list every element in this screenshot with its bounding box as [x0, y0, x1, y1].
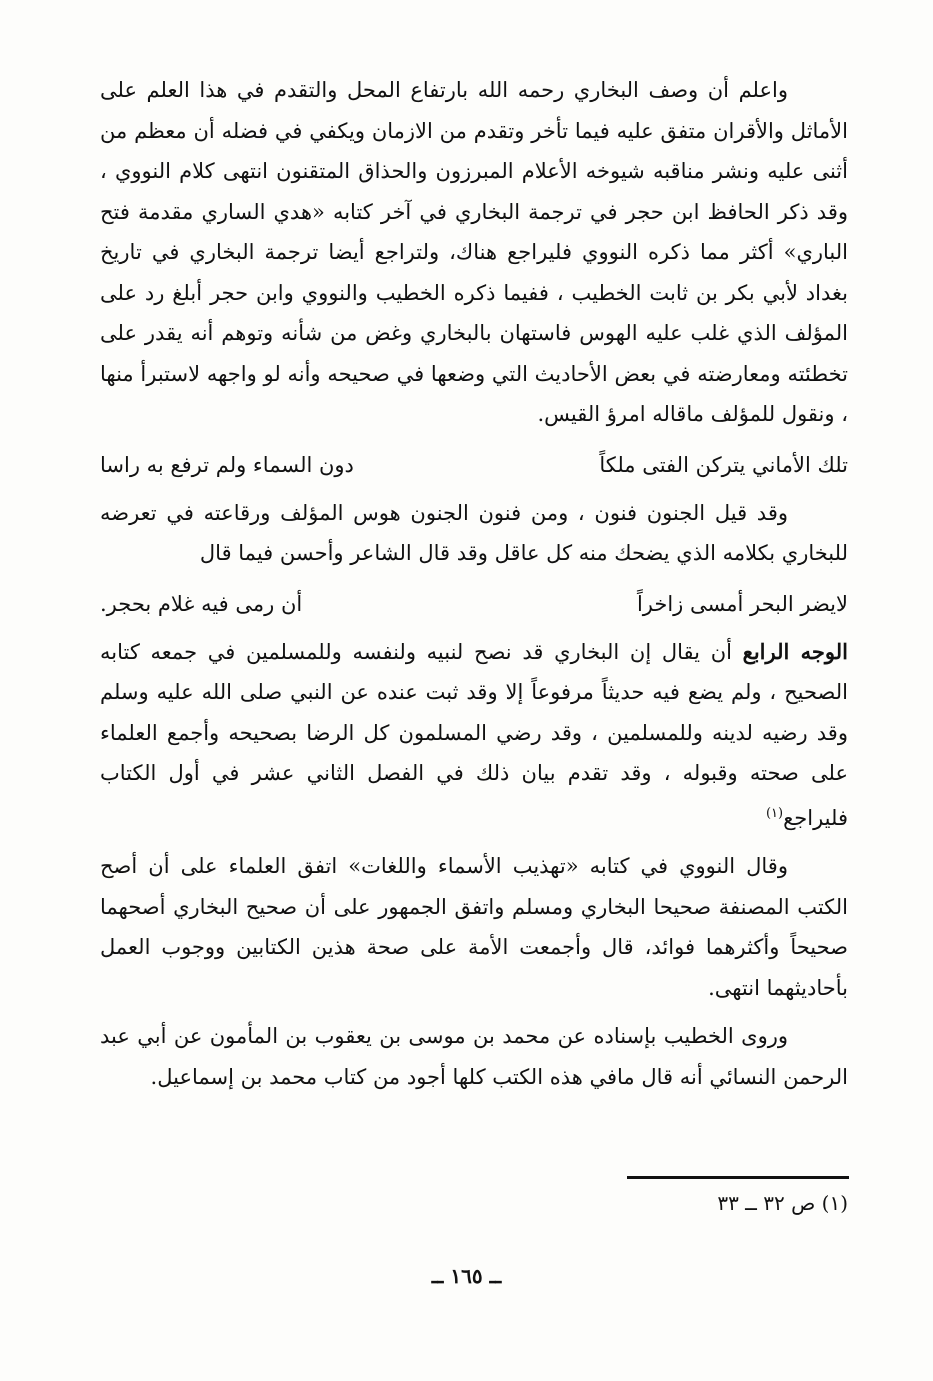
footnote-text: (١) ص ٣٢ ــ ٣٣	[717, 1191, 848, 1215]
verse-2	[100, 584, 848, 624]
verse-1-first-hemistich: تلك الأماني يتركن الفتى ملكاً	[599, 452, 848, 477]
paragraph-1	[100, 70, 848, 435]
paragraph-3-text: أن يقال إن البخاري قد نصح لنبيه ولنفسه وللمسلمين في جمعه كتابه الصحيح ، ولم يضع فيه حديثاً مرفوعاً إلا وقد ثبت عنده عن النبي صلى الله عليه وسلم وقد رضيه لدينه وللمسلمين ، وقد رضي المسلمون كل الرضا بصحيحه وأجمع العلماء على صحته وقبوله ، وقد تقدم بيان ذلك في الفصل الثاني عشر في أول الكتاب فليراجع	[100, 639, 848, 830]
paragraph-5-text: وروى الخطيب بإسناده عن محمد بن موسى بن يعقوب بن المأمون عن أبي عبد الرحمن النسائي أنه قال مافي هذه الكتب كلها أجود من كتاب محمد بن إسماعيل.	[100, 1024, 848, 1089]
paragraph-4	[100, 846, 848, 1008]
paragraph-2-text: وقد قيل الجنون فنون ، ومن فنون الجنون هوس المؤلف ورقاعته في تعرضه للبخاري بكلامه الذي يضحك منه كل عاقل وقد قال الشاعر وأحسن فيما قال	[100, 500, 848, 565]
paragraph-4-text: وقال النووي في كتابه «تهذيب الأسماء واللغات» اتفق العلماء على أن أصح الكتب المصنفة صحيحا البخاري ومسلم واتفق الجمهور على أن صحيح البخاري أصحهما صحيحاً وأكثرهما فوائد، قال وأجمعت الأمة على صحة هذين الكتابين ووجوب العمل بأحاديثهما انتهى.	[100, 854, 848, 1000]
paragraph-5	[100, 1016, 848, 1097]
page-number	[400, 1259, 533, 1293]
verse-1	[100, 445, 848, 485]
footnote	[500, 1186, 848, 1220]
footnote-marker: (١)	[765, 805, 784, 821]
paragraph-2	[100, 493, 848, 574]
page-number-text: ــ ١٦٥ ــ	[431, 1264, 502, 1288]
footnote-separator	[627, 1176, 849, 1179]
section-heading: الوجه الرابع	[742, 638, 848, 664]
verse-1-second-hemistich: دون السماء ولم ترفع به راسا	[100, 452, 354, 477]
main-text	[100, 70, 848, 1097]
verse-2-first-hemistich: لايضر البحر أمسى زاخراً	[636, 591, 848, 616]
paragraph-3	[100, 632, 848, 839]
verse-2-second-hemistich: أن رمى فيه غلام بحجر.	[100, 591, 303, 616]
paragraph-1-text: واعلم أن وصف البخاري رحمه الله بارتفاع المحل والتقدم في هذا العلم على الأماثل والأقران متفق عليه فيما تأخر وتقدم من الازمان ويكفي في فضله أن معظم من أثنى عليه ونشر مناقبه شيوخه الأعلام المبرزون والحذاق المتقنون انتهى كلام النووي ، وقد ذكر الحافظ ابن حجر في ترجمة البخاري في آخر كتابه «هدي الساري مقدمة فتح الباري» أكثر مما ذكره النووي فليراجع هناك، ولتراجع أيضا ترجمة البخاري في تاريخ بغداد لأبي بكر بن ثابت الخطيب ، ففيما ذكره الخطيب والنووي وابن حجر أبلغ رد على المؤلف الذي غلب عليه الهوس فاستهان بالبخاري وغض من شأنه وتوهم أنه يقدر على تخطئته ومعارضته في بعض الأحاديث التي وضعها في صحيحه وأنه لو واجهه لاستبرأ منها ، ونقول للمؤلف ماقاله امرؤ القيس.	[100, 78, 849, 426]
